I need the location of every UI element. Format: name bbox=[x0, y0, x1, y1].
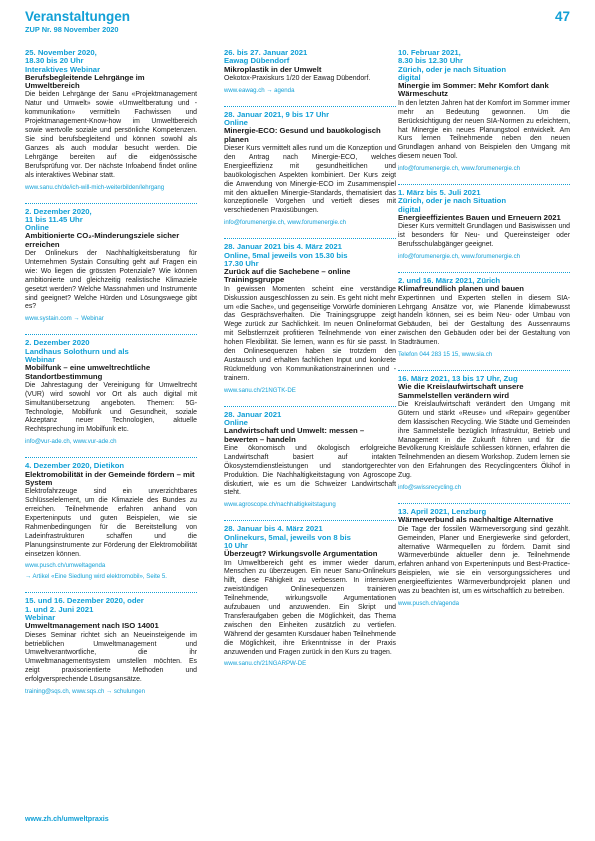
event-title: Elektromobilität in der Gemeinde fördern – mit System bbox=[25, 469, 195, 487]
entry-divider bbox=[25, 457, 197, 458]
event-link[interactable]: info@forumenergie.ch, www.forumenergie.ch bbox=[398, 253, 521, 261]
event-entry bbox=[398, 370, 570, 492]
event-link[interactable]: www.agroscope.ch/nachhaltigkeitstagung bbox=[224, 501, 336, 509]
event-description: Elektrofahrzeuge sind ein unverzichtbares Schlüsselelement, um die Klimaziele des Bundes zu erreichen. Teilnehmende erfahren anhand von Experteninputs und guten Beispielen, wie sie Rahmenbedingungen für die Bereitstellung von Ladeinfrastrukturen schaffen und die Planungsinstrumente zur Förderung der Elektromobilität einsetzen können. bbox=[25, 488, 197, 558]
event-description: Die Kreislaufwirtschaft verändert den Umgang mit Gütern und stärkt «Reuse» und «Repair» gegenüber dem klassischen Recycling. Wie Städte und Gemeinden ihre Sammelstelle bezüglich Infrastruktur, Betrieb und Management in die Zukunft führen und für die Bevölkerung Kreisläufe schliessen können, erfahren die Teilnehmenden an diesem Workshop. Zudem lernen sie von den Erfahrungen des Recyclingcenters Ökihof in Zug. bbox=[398, 400, 570, 480]
event-title: Wie die Kreislaufwirtschaft unsere Sammelstellen verändern wird bbox=[398, 382, 524, 400]
event-link[interactable]: www.sanu.ch/de/ich-will-mich-weiterbilden/lehrgang bbox=[25, 183, 165, 191]
entry-divider bbox=[398, 272, 570, 273]
event-description: Dieser Kurs vermittelt Grundlagen und Basiswissen und ist besonders für Neu- und Quereinsteiger oder Berufsschulabgänger geeignet. bbox=[398, 223, 570, 249]
event-link[interactable]: www.sanu.ch/21NGTK-DE bbox=[224, 386, 296, 394]
entry-divider bbox=[398, 503, 570, 504]
event-link[interactable]: info@vur-ade.ch, www.vur-ade.ch bbox=[25, 438, 117, 446]
event-description: In den letzten Jahren hat der Komfort im Sommer immer mehr an Bedeutung gewonnen. Um die Berücksichtigung der neuen SIA-Normen zu erleichtern, hat Minergie ein neues Planungstool entwickelt. Am Kurs lernen Teilnehmende neben den neuen Grundlagen anhand von Beispielen den Umgang mit diesem neuen Tool. bbox=[398, 99, 570, 161]
entry-divider bbox=[224, 406, 396, 407]
event-entry bbox=[25, 592, 197, 696]
event-entry bbox=[25, 49, 197, 192]
events-column-2 bbox=[224, 49, 396, 679]
event-date: 10. Februar 2021, 8.30 bis 12.30 Uhr Zürich, oder je nach Situation digital bbox=[398, 48, 507, 82]
event-entry bbox=[398, 503, 570, 608]
event-link[interactable]: → Artikel «Eine Siedlung wird elektromobil», Seite 5. bbox=[25, 573, 167, 581]
event-title: Ambitionierte CO₂-Minderungsziele sicher erreichen bbox=[25, 231, 180, 249]
event-date: 2. und 16. März 2021, Zürich bbox=[398, 276, 501, 286]
event-title: Wärmeverbund als nachhaltige Alternative bbox=[398, 515, 554, 525]
event-entry bbox=[25, 203, 197, 324]
event-date: 25. November 2020, 18.30 bis 20 Uhr Interaktives Webinar bbox=[25, 48, 101, 74]
event-date: 28. Januar 2021 Online bbox=[224, 409, 282, 427]
event-description: Die Jahrestagung der Vereinigung für Umweltrecht (VUR) wird sowohl vor Ort als auch digital mit Simultanübersetzung angeboten. Themen: 5G-Technologie, Mobilfunk und Gesundheit, soziale Akzeptanz neuer Technologien, aktuelle Rechtsprechung im Mobilfunk etc. bbox=[25, 381, 197, 434]
event-link[interactable]: www.pusch.ch/agenda bbox=[398, 599, 459, 607]
event-date: 13. April 2021, Lenzburg bbox=[398, 507, 487, 517]
event-entry bbox=[224, 520, 396, 668]
event-date: 28. Januar 2021, 9 bis 17 Uhr Online bbox=[224, 109, 330, 128]
events-column-3 bbox=[398, 49, 570, 619]
event-date: 28. Januar bis 4. März 2021 Onlinekurs, 5mal, jeweils von 8 bis 10 Uhr bbox=[224, 524, 351, 550]
footer-url-link[interactable]: www.zh.ch/umweltpraxis bbox=[25, 815, 109, 823]
event-link[interactable]: info@forumenergie.ch, www.forumenergie.ch bbox=[398, 165, 521, 173]
event-title: Klimafreundlich planen und bauen bbox=[398, 284, 524, 294]
event-title: Minergie im Sommer: Mehr Komfort dank Wärmeschutz bbox=[398, 81, 549, 99]
event-link[interactable]: training@sqs.ch, www.sqs.ch → schulungen bbox=[25, 688, 145, 696]
event-date: 4. Dezember 2020, Dietikon bbox=[25, 461, 125, 471]
issue-label: ZUP Nr. 98 November 2020 bbox=[25, 25, 119, 34]
event-title: Minergie-ECO: Gesund und bauökologisch planen bbox=[224, 126, 381, 144]
event-entry bbox=[25, 334, 197, 446]
entry-divider bbox=[224, 106, 396, 107]
event-entry bbox=[224, 238, 396, 394]
event-link[interactable]: www.pusch.ch/umweltagenda bbox=[25, 562, 106, 570]
event-entry bbox=[224, 49, 396, 95]
events-column-1 bbox=[25, 49, 197, 707]
event-title: Energieeffizientes Bauen und Erneuern 2021 bbox=[398, 213, 561, 223]
event-entry bbox=[224, 106, 396, 227]
event-entry bbox=[398, 272, 570, 359]
event-title: Landwirtschaft und Umwelt: messen – bewerten – handeln bbox=[224, 426, 365, 444]
entry-divider bbox=[398, 370, 570, 371]
event-description: Der Onlinekurs der Nachhaltigkeitsberatung für Unternehmen Systain Consulting geht auf Fragen ein wie: Wo liegen die grössten Potenziale? Wie können ambitionierte und gleichzeitig realistische Klimaziele gesetzt werden? Welche Massnahmen und Instrumente sind geeignet? Welche Hürden und Lösungswege gibt es? bbox=[25, 250, 197, 311]
event-date: 2. Dezember 2020 Landhaus Solothurn und als Webinar bbox=[25, 338, 129, 364]
event-title: Mobilfunk – eine umweltrechtliche Standortbestimmung bbox=[25, 363, 151, 381]
event-link[interactable]: www.sanu.ch/21NGARPW-DE bbox=[224, 660, 307, 668]
entry-divider bbox=[25, 592, 197, 593]
event-description: Im Umweltbereich geht es immer wieder darum, Menschen zu überzeugen. Ein neuer Sanu-Onlinekurs hilft, diese Fähigkeit zu verbessern. In intensiven zweistündigen Onlinesequenzen trainieren Teilnehmende, wirkungsvolle Argumentationen aufzubauen und anzuwenden. Ein Skript und Transferaufgaben geben die Möglichkeit, das Thema zwischen den Einheiten zusätzlich zu vertiefen. Während der gesamten Kursdauer haben Teilnehmende die Möglichkeit, ihre Erkenntnisse in der Praxis anzuwenden und Fragen zurück in den Kurs zu tragen. bbox=[224, 559, 396, 656]
event-link[interactable]: Telefon 044 283 15 15, www.sia.ch bbox=[398, 351, 493, 359]
event-entry bbox=[25, 457, 197, 581]
event-description: Eine ökonomisch und ökologisch erfolgreiche Landwirtschaft basiert auf intakten Ökosystemdienstleistungen und standortgerechter Produktion. Die Nachhaltigkeitstagung von Agroscope diskutiert, wie es um die Schweizer Landwirtschaft steht. bbox=[224, 444, 396, 497]
event-date: 26. bis 27. Januar 2021 Eawag Dübendorf bbox=[224, 48, 308, 66]
event-title: Überzeugt? Wirkungsvolle Argumentation bbox=[224, 549, 378, 559]
event-title: Mikroplastik in der Umwelt bbox=[224, 64, 322, 74]
event-link[interactable]: www.eawag.ch → agenda bbox=[224, 86, 295, 94]
section-title: Veranstaltungen bbox=[25, 9, 131, 24]
entry-divider bbox=[224, 520, 396, 521]
event-link[interactable]: info@forumenergie.ch, www.forumenergie.ch bbox=[224, 219, 347, 227]
event-title: Umweltmanagement nach ISO 14001 bbox=[25, 621, 159, 631]
event-description: Dieses Seminar richtet sich an Neueinsteigende im betrieblichen Umweltmanagement und Umweltverantwortliche, die ihr Umweltmanagementsystem umstellen möchten. Es zeigt praxisorientierte Methoden und erfolgversprechende Lösungsansätze. bbox=[25, 631, 197, 684]
event-title: Berufsbegleitende Lehrgänge im Umweltbereich bbox=[25, 72, 145, 91]
entry-divider bbox=[398, 184, 570, 185]
event-date: 16. März 2021, 13 bis 17 Uhr, Zug bbox=[398, 374, 518, 384]
event-date: 2. Dezember 2020, 11 bis 11.45 Uhr Online bbox=[25, 206, 92, 233]
event-date: 1. März bis 5. Juli 2021 Zürich, oder je nach Situation digital bbox=[398, 188, 507, 214]
event-entry bbox=[224, 406, 396, 510]
event-link[interactable]: www.systain.com → Webinar bbox=[25, 315, 104, 323]
event-date: 28. Januar 2021 bis 4. März 2021 Online, 5mal jeweils von 15.30 bis 17.30 Uhr bbox=[224, 242, 348, 268]
event-date: 15. und 16. Dezember 2020, oder 1. und 2. Juni 2021 Webinar bbox=[25, 596, 144, 623]
entry-divider bbox=[25, 334, 197, 335]
event-description: Die beiden Lehrgänge der Sanu «Projektmanagement Natur und Umwelt» sowie «Umweltberatung und -kommunikation» vermitteln Fachwissen und Projektmanagement-Know-how im Umweltbereich sowie wertvolle soziale und persönliche Kompetenzen. Sie sind berufsbegleitend und können sowohl als Ganzes als auch modular besucht werden. Die Lehrgänge bereiten auf die eidgenössische Berufsprüfung vor. Der nächste Infoabend findet online als interaktives Webinar statt. bbox=[25, 91, 197, 179]
event-description: Expertinnen und Experten stellen in diesem SIA-Lehrgang Ansätze vor, wie Planende klimabewusst handeln können, sei es beim Neu- oder Umbau von Gebäuden, bei der Gestaltung des Aussenraums zwischen den Gebäuden oder bei der Gestaltung von Stadträumen. bbox=[398, 294, 570, 347]
event-entry bbox=[398, 49, 570, 173]
entry-divider bbox=[25, 203, 197, 204]
page-number: 47 bbox=[554, 9, 570, 24]
entry-divider bbox=[224, 238, 396, 239]
event-entry bbox=[398, 184, 570, 261]
event-description: Die Tage der fossilen Wärmeversorgung sind gezählt. Gemeinden, Planer und Energiewerke sind gefordert, alternative Wärmequellen zu fördern. Damit sind Wärmeverbünde aktueller denn je. Teilnehmende erfahren anhand von Experteninputs und Best-Practice-Beispielen, wie sie ein versorgungssicheres und energieeffizientes Wärmeverbundprojekt planen und was zu beachten ist, um es wirtschaftlich zu betreiben. bbox=[398, 525, 570, 596]
event-description: Dieser Kurs vermittelt alles rund um die Konzeption und den Antrag nach Minergie-ECO, welches Energieeffizienz mit gesundheitlichen und bauökologischen Aspekten kombiniert. Der Kurs zeigt die Anwendung von Minergie-ECO im Zusammenspiel mit den aktuellen Minergie-Standards, thematisiert das konzeptionelle Vorgehen und vertieft dieses mit verschiedenen Praxisübungen. bbox=[224, 144, 396, 215]
event-link[interactable]: info@swissrecycling.ch bbox=[398, 484, 462, 492]
event-description: Oekotox-Praxiskurs 1/20 der Eawag Dübendorf. bbox=[224, 74, 371, 82]
event-description: In gewissen Momenten scheint eine verständige Diskussion ausgeschlossen zu sein. Es geht nicht mehr um «die Sache», und gegenseitige Vorwürfe dominieren das Gesprächsverhalten. Die Trainingsgruppe zeigt Wege zurück zur Sachlichkeit. Im neuen Onlineformat mit Selbstlernzeit profitieren Teilnehmende von einer hohen Flexibilität. Sie lernen, wann es für sie passt. In den Onlinesequenzen haben sie trotzdem den Austausch und erhalten fachlichen Input und konkrete Rückmeldung von Kommunikationstrainerinnen und -trainern. bbox=[224, 285, 396, 382]
event-title: Zurück auf die Sachebene – online Trainingsgruppe bbox=[224, 267, 351, 285]
